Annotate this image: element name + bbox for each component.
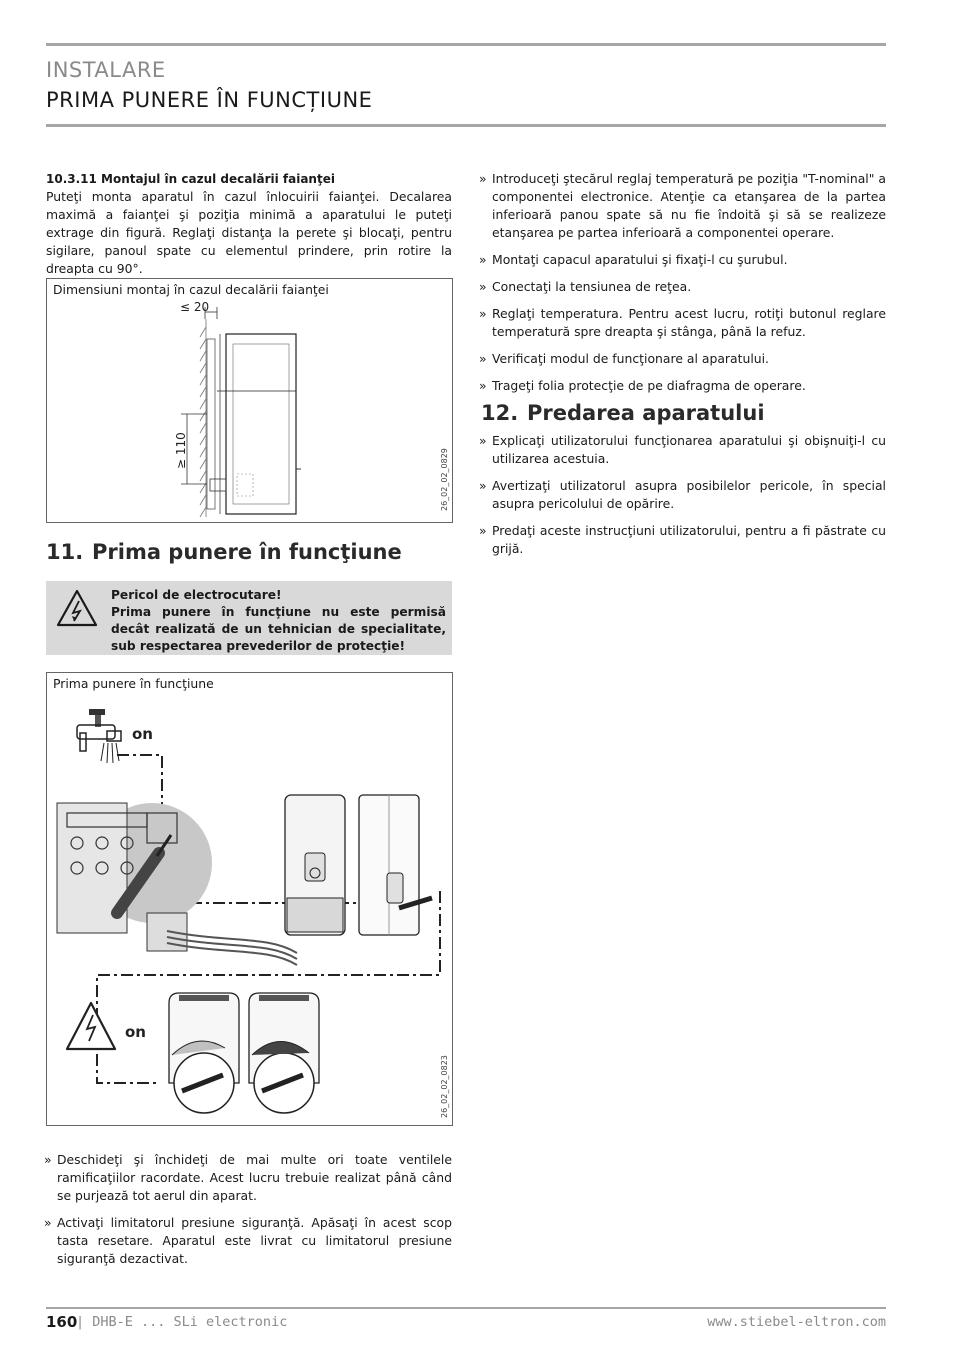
left-intro [46, 170, 452, 278]
control-panel-right [249, 993, 319, 1113]
list-item: » Avertizaţi utilizatorul asupra posibilelor pericole, în special asupra pericolului de opărire. [479, 478, 886, 511]
warning-title: Pericol de electrocutare! [111, 588, 282, 602]
list-item: » Activaţi limitatorul presiune siguranţă. Apăsaţi în acest scop tasta resetare. Aparatul este livrat cu limitatorul presiune siguranţă dezactivat. [44, 1215, 452, 1266]
electric-hazard-icon [56, 589, 98, 627]
footer-url: www.stiebel-eltron.com [707, 1314, 886, 1330]
page-number: 160 [46, 1313, 78, 1331]
figure-tile-offset [46, 278, 453, 523]
list-item: » Trageţi folia protecţie de pe diafragma de operare. [479, 378, 806, 393]
tile-offset-diagram [47, 279, 452, 522]
section-11-number: 11. [46, 540, 84, 564]
section-12-number: 12. [481, 401, 519, 425]
list-item: » Deschideţi şi închideţi de mai multe ori toate ventilele ramificaţiilor racordate. Acest lucru trebuie realizat până când se purjează tot aerul din aparat. [44, 1152, 452, 1203]
sub-heading: 10.3.11 Montajul în cazul decalării faianţei [46, 172, 335, 186]
section-12-heading [481, 401, 886, 425]
section-11-title: Prima punere în funcţiune [92, 540, 402, 564]
list-item: » Verificaţi modul de funcţionare al aparatului. [479, 351, 769, 366]
figure-first-startup [46, 672, 453, 1126]
warning-body: Prima punere în funcţiune nu este permisă decât realizată de un tehnician de specialitate, sub respectarea prevederilor de protecţie! [111, 605, 446, 653]
list-item: » Predaţi aceste instrucţiuni utilizatorului, pentru a fi păstrate cu grijă. [479, 523, 886, 556]
electric-hazard-icon [67, 1003, 115, 1049]
first-startup-diagram [47, 673, 452, 1125]
control-panel-left [169, 993, 239, 1113]
list-item: » Conectaţi la tensiunea de reţea. [479, 279, 692, 294]
header-top-rule [46, 43, 886, 46]
dim-side-label: ≥ 110 [174, 432, 188, 469]
warning-text [111, 587, 446, 655]
figure-code: 26_02_02_0823 [440, 1055, 449, 1118]
tap-on-label: on [132, 725, 153, 743]
header-category: INSTALARE [46, 58, 166, 82]
list-item: » Montaţi capacul aparatului şi fixaţi-l cu şurubul. [479, 252, 788, 267]
section-12-title: Predarea aparatului [527, 401, 765, 425]
figure-caption: Dimensiuni montaj în cazul decalării faianţei [53, 282, 329, 297]
list-item: » Explicaţi utilizatorului funcţionarea aparatului şi obişnuiţi-l cu utilizarea acestuia. [479, 433, 886, 466]
figure-code: 26_02_02_0829 [440, 448, 449, 511]
left-steps [46, 1151, 452, 1277]
water-tap-icon [77, 709, 121, 763]
warning-box [46, 581, 452, 655]
list-item: » Introduceţi ştecărul reglaj temperatură pe poziţia "T-nominal" a componentei electronice. Atenţie ca etanşarea de la partea inferioară panou spate să nu fie îndoită şi să se realizeze etanşarea pe partea inferioară a componentei operare. [479, 171, 886, 240]
header-bottom-rule [46, 124, 886, 127]
footer-product: | DHB-E ... SLi electronic [76, 1314, 288, 1330]
figure-caption: Prima punere în funcţiune [53, 676, 214, 691]
intro-paragraph: Puteţi monta aparatul în cazul înlocuirii faianţei. Decalarea maximă a faianţei şi poziţia minimă a aparatului le puteţi extrage din figură. Reglaţi distanţa la perete şi blocaţi, pentru sigilare, panoul spate cu elementul prindere, prin rotire la dreapta cu 90°. [46, 189, 452, 276]
dim-top-label: ≤ 20 [180, 300, 210, 314]
power-on-label: on [125, 1023, 146, 1041]
section-11-heading [46, 540, 402, 564]
footer-rule [46, 1307, 886, 1309]
right-column [481, 170, 886, 567]
list-item: » Reglaţi temperatura. Pentru acest lucru, rotiţi butonul reglare temperatură spre dreapta şi stânga, până la refuz. [479, 306, 886, 339]
page-title: PRIMA PUNERE ÎN FUNCȚIUNE [46, 88, 373, 112]
